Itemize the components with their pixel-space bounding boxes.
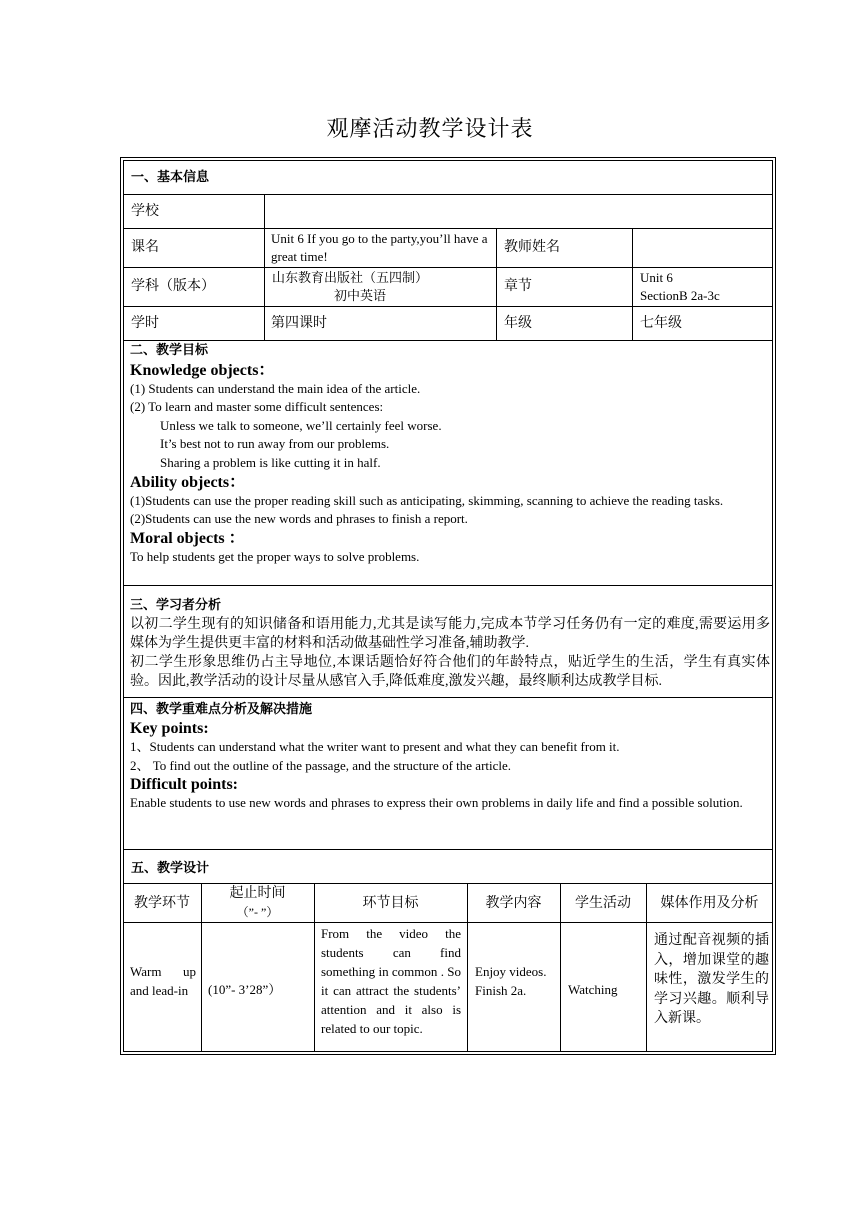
difficult-point-1: Enable students to use new words and phrases to express their own problems in daily life and find a possible solution. bbox=[130, 795, 743, 811]
moral-title: Moral objects ： bbox=[130, 529, 245, 547]
moral-item-1: To help students get the proper ways to solve problems. bbox=[130, 548, 420, 564]
row-goal: From the video the students can find something in common . So it can attract the students’ attention and it also is related to our topic. bbox=[321, 926, 461, 1036]
divider bbox=[123, 228, 773, 229]
knowledge-item-2: (2) To learn and master some difficult sentences: bbox=[130, 399, 384, 415]
subject-label: 学科（版本） bbox=[131, 279, 215, 294]
row-time: (10”- 3’28”） bbox=[208, 982, 282, 997]
divider bbox=[123, 697, 773, 698]
ability-item-1: (1)Students can use the proper reading skill such as anticipating, skimming, scanning to achieve the reading tasks. bbox=[130, 492, 724, 508]
divider bbox=[123, 306, 773, 307]
col-header-goal: 环节目标 bbox=[362, 896, 419, 911]
divider bbox=[496, 228, 497, 340]
divider bbox=[264, 194, 265, 340]
col-header-media: 媒体作用及分析 bbox=[660, 896, 759, 911]
grade-label: 年级 bbox=[504, 316, 532, 331]
keypoints-heading: 四、教学重难点分析及解决措施 bbox=[130, 702, 313, 717]
teacher-label: 教师姓名 bbox=[504, 240, 560, 255]
col-header-activity: 学生活动 bbox=[575, 896, 631, 911]
course-value: Unit 6 If you go to the party,you’ll have a great time! bbox=[271, 231, 488, 264]
row-content: Enjoy videos. Finish 2a. bbox=[475, 964, 547, 998]
chapter-line1: Unit 6 bbox=[640, 270, 673, 285]
subject-line2: 初中英语 bbox=[334, 288, 387, 303]
divider bbox=[123, 922, 773, 923]
key-point-1: 1、Students can understand what the writer want to present and what they can benefit from it. bbox=[130, 739, 620, 754]
row-media: 通过配音视频的插入，增加课堂的趣味性，激发学生的学习兴趣。顺利导入新课。 bbox=[654, 933, 769, 1026]
school-label: 学校 bbox=[131, 204, 159, 219]
document-title: 观摩活动教学设计表 bbox=[326, 116, 534, 141]
basic-info-heading: 一、基本信息 bbox=[131, 170, 210, 185]
col-header-time-format: （”- ”） bbox=[236, 905, 279, 919]
chapter-label: 章节 bbox=[504, 279, 532, 294]
learners-paragraph-1: 以初二学生现有的知识储备和语用能力,尤其是读写能力,完成本节学习任务仍有一定的难度,需要运用多媒体为学生提供更丰富的材料和活动做基础性学习准备,辅助教学. bbox=[130, 617, 770, 651]
ability-item-2: (2)Students can use the new words and phrases to finish a report. bbox=[130, 511, 468, 527]
knowledge-title: Knowledge objects： bbox=[130, 361, 275, 379]
sentence-2: It’s best not to run away from our problems. bbox=[160, 436, 390, 452]
learners-section bbox=[130, 596, 770, 691]
learners-heading: 三、学习者分析 bbox=[130, 598, 222, 613]
objectives-section bbox=[130, 342, 770, 566]
divider bbox=[123, 849, 773, 850]
keypoints-section bbox=[130, 700, 770, 813]
grade-value: 七年级 bbox=[640, 316, 682, 331]
divider bbox=[123, 267, 773, 268]
divider bbox=[123, 585, 773, 586]
sentence-1: Unless we talk to someone, we’ll certainly feel worse. bbox=[160, 417, 442, 433]
col-header-time: 起止时间 bbox=[229, 886, 286, 901]
hours-label: 学时 bbox=[131, 316, 159, 331]
objectives-heading: 二、教学目标 bbox=[130, 343, 209, 358]
row-activity: Watching bbox=[568, 982, 618, 997]
col-header-stage: 教学环节 bbox=[134, 896, 190, 911]
divider bbox=[632, 228, 633, 340]
difficult-points-title: Difficult points: bbox=[130, 776, 238, 794]
key-points-title: Key points: bbox=[130, 720, 209, 737]
design-heading: 五、教学设计 bbox=[131, 861, 210, 876]
ability-title: Ability objects： bbox=[130, 473, 246, 491]
sentence-3: Sharing a problem is like cutting it in half. bbox=[160, 454, 381, 470]
col-header-content: 教学内容 bbox=[485, 896, 542, 911]
chapter-line2: SectionB 2a-3c bbox=[640, 288, 720, 303]
divider bbox=[123, 340, 773, 341]
row-stage: Warm up and lead-in bbox=[130, 964, 196, 998]
key-point-2: 2、 To find out the outline of the passage, and the structure of the article. bbox=[130, 757, 512, 773]
course-label: 课名 bbox=[131, 240, 159, 255]
knowledge-item-1: (1) Students can understand the main idea of the article. bbox=[130, 380, 421, 396]
divider bbox=[123, 194, 773, 195]
subject-line1: 山东教育出版社（五四制） bbox=[272, 270, 429, 285]
learners-paragraph-2: 初二学生形象思维仍占主导地位,本课话题恰好符合他们的年龄特点，贴近学生的生活，学生有真实体验。因此,教学活动的设计尽量从感官入手,降低难度,激发兴趣，最终顺利达成教学目标. bbox=[130, 655, 770, 689]
hours-value: 第四课时 bbox=[271, 316, 327, 331]
